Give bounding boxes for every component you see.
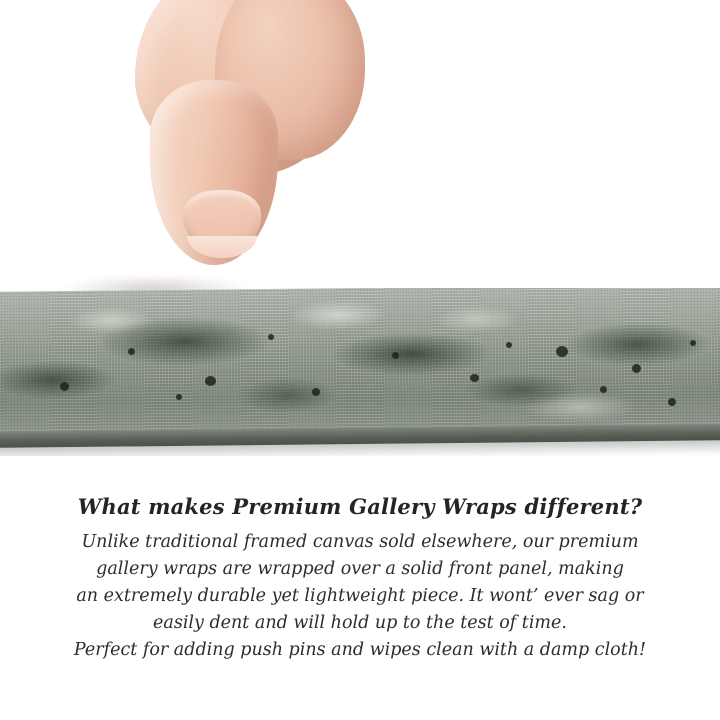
caption-heading: What makes Premium Gallery Wraps different? — [77, 494, 643, 519]
canvas-speck — [506, 342, 512, 348]
canvas-speck — [60, 382, 69, 391]
canvas-wrap-edge — [0, 288, 720, 456]
canvas-printed-surface — [0, 288, 720, 440]
caption-line: Unlike traditional framed canvas sold elsewhere, our premium — [81, 532, 639, 552]
canvas-speck — [470, 374, 479, 382]
caption-line: Perfect for adding push pins and wipes clean with a damp cloth! — [73, 640, 647, 660]
canvas-speck — [632, 364, 641, 373]
canvas-speck — [392, 352, 399, 359]
canvas-speck — [600, 386, 607, 393]
canvas-speck — [668, 398, 676, 406]
caption-body — [0, 529, 720, 664]
canvas-speck — [128, 348, 135, 355]
hand-pressing-canvas — [95, 0, 365, 305]
caption-line: easily dent and will hold up to the test of time. — [153, 613, 567, 633]
canvas-speck — [268, 334, 274, 340]
canvas-speck — [176, 394, 182, 400]
canvas-speck — [690, 340, 696, 346]
caption-block — [0, 494, 720, 664]
canvas-speck — [312, 388, 320, 396]
canvas-speck — [205, 376, 216, 386]
caption-line: gallery wraps are wrapped over a solid front panel, making — [96, 559, 624, 579]
caption-line: an extremely durable yet lightweight piece. It wont’ ever sag or — [76, 586, 644, 606]
canvas-speck — [556, 346, 568, 357]
